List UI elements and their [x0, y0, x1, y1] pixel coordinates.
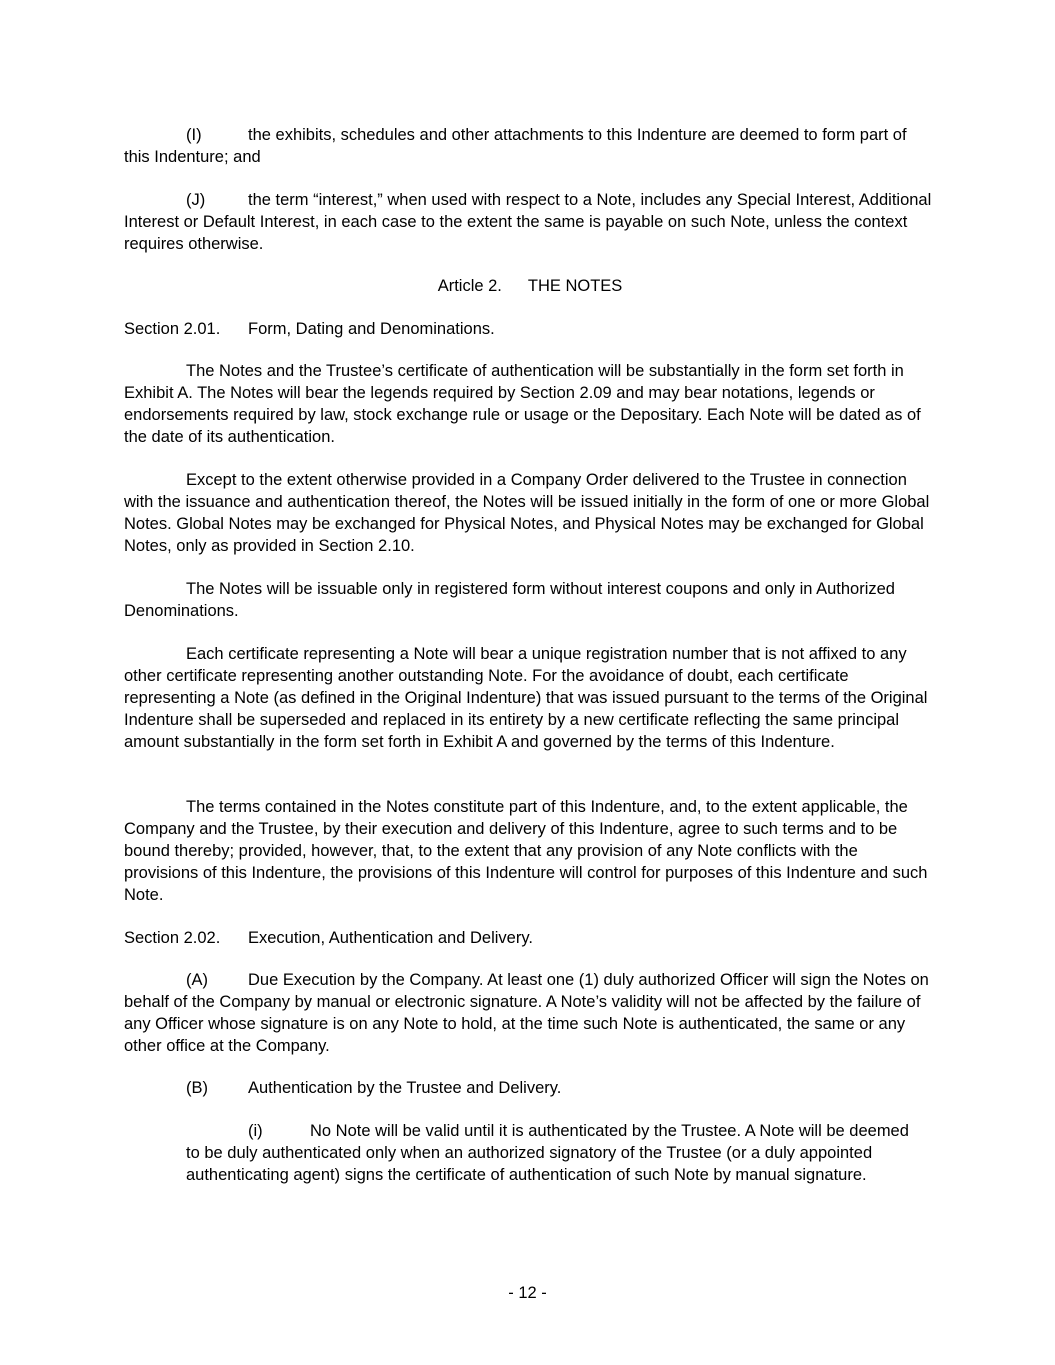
section-2-01-paragraph: The Notes and the Trustee’s certificate of authentication will be substantially in the form set forth in Exhibit A. The Notes will bear the legends required by Section 2.09 and may bear notations, legends or endorsements required by law, stock exchange rule or usage or the Depositary. Each Note will be dated as of the date of its authentication. — [124, 362, 921, 446]
clause-b — [186, 1077, 936, 1099]
clause-i-label: (I) — [186, 126, 202, 144]
page-number: - 12 - — [508, 1284, 547, 1302]
section-2-02-heading — [124, 927, 936, 949]
clause-j-text: the term “interest,” when used with respect to a Note, includes any Special Interest, Additional Interest or Default Interest, in each case to the extent the same is payable on such Note, unless the context requires otherwise. — [124, 191, 932, 253]
section-2-01-number: Section 2.01. — [124, 320, 221, 338]
section-2-01-paragraph: The Notes will be issuable only in registered form without interest coupons and only in Authorized Denominations. — [124, 580, 895, 620]
clause-j-label: (J) — [186, 191, 206, 209]
section-2-01-paragraph: Except to the extent otherwise provided in a Company Order delivered to the Trustee in connection with the issuance and authentication thereof, the Notes will be issued initially in the form of one or more Global Notes. Global Notes may be exchanged for Physical Notes, and Physical Notes may be exchanged for Global Notes, only as provided in Section 2.10. — [124, 471, 930, 555]
section-2-02-title: Execution, Authentication and Delivery. — [248, 929, 533, 947]
article-heading — [124, 275, 936, 297]
clause-b-text: Authentication by the Trustee and Delivery. — [248, 1079, 562, 1097]
clause-b-i-label: (i) — [248, 1122, 263, 1140]
clause-i-text: the exhibits, schedules and other attachments to this Indenture are deemed to form part of this Indenture; and — [124, 126, 907, 166]
clause-b-i-text: No Note will be valid until it is authenticated by the Trustee. A Note will be deemed to be duly authenticated only when an authorized signatory of the Trustee (or a duly appointed authenticating agent) signs the certificate of authentication of such Note by manual signature. — [186, 1122, 909, 1184]
clause-i — [124, 124, 936, 168]
section-2-01-paragraph: Each certificate representing a Note will bear a unique registration number that is not affixed to any other certificate representing another outstanding Note. For the avoidance of doubt, each certificate representing a Note (as defined in the Original Indenture) that was issued pursuant to the terms of the Original Indenture shall be superseded and replaced in its entirety by a new certificate reflecting the same principal amount substantially in the form set forth in Exhibit A and governed by the terms of this Indenture. — [124, 645, 928, 751]
section-2-01-paragraph: The terms contained in the Notes constitute part of this Indenture, and, to the extent applicable, the Company and the Trustee, by their execution and delivery of this Indenture, agree to such terms and to be bound thereby; provided, however, that, to the extent that any provision of any Note conflicts with the provisions of this Indenture, the provisions of this Indenture will control for purposes of this Indenture and such Note. — [124, 798, 928, 904]
clause-b-label: (B) — [186, 1079, 208, 1097]
section-2-01-title: Form, Dating and Denominations. — [248, 320, 495, 338]
clause-j — [124, 189, 936, 255]
clause-b-i — [186, 1120, 910, 1186]
section-2-02-number: Section 2.02. — [124, 929, 221, 947]
clause-a-label: (A) — [186, 971, 208, 989]
clause-a-text: Due Execution by the Company. At least one (1) duly authorized Officer will sign the Notes on behalf of the Company by manual or electronic signature. A Note’s validity will not be affected by the failure of any Officer whose signature is on any Note to hold, at the time such Note is authenticated, the same or any other office at the Company. — [124, 971, 929, 1055]
section-2-01-heading — [124, 318, 936, 340]
article-number: Article 2. — [437, 277, 502, 295]
clause-a — [124, 969, 936, 1057]
article-title: THE NOTES — [527, 277, 623, 295]
